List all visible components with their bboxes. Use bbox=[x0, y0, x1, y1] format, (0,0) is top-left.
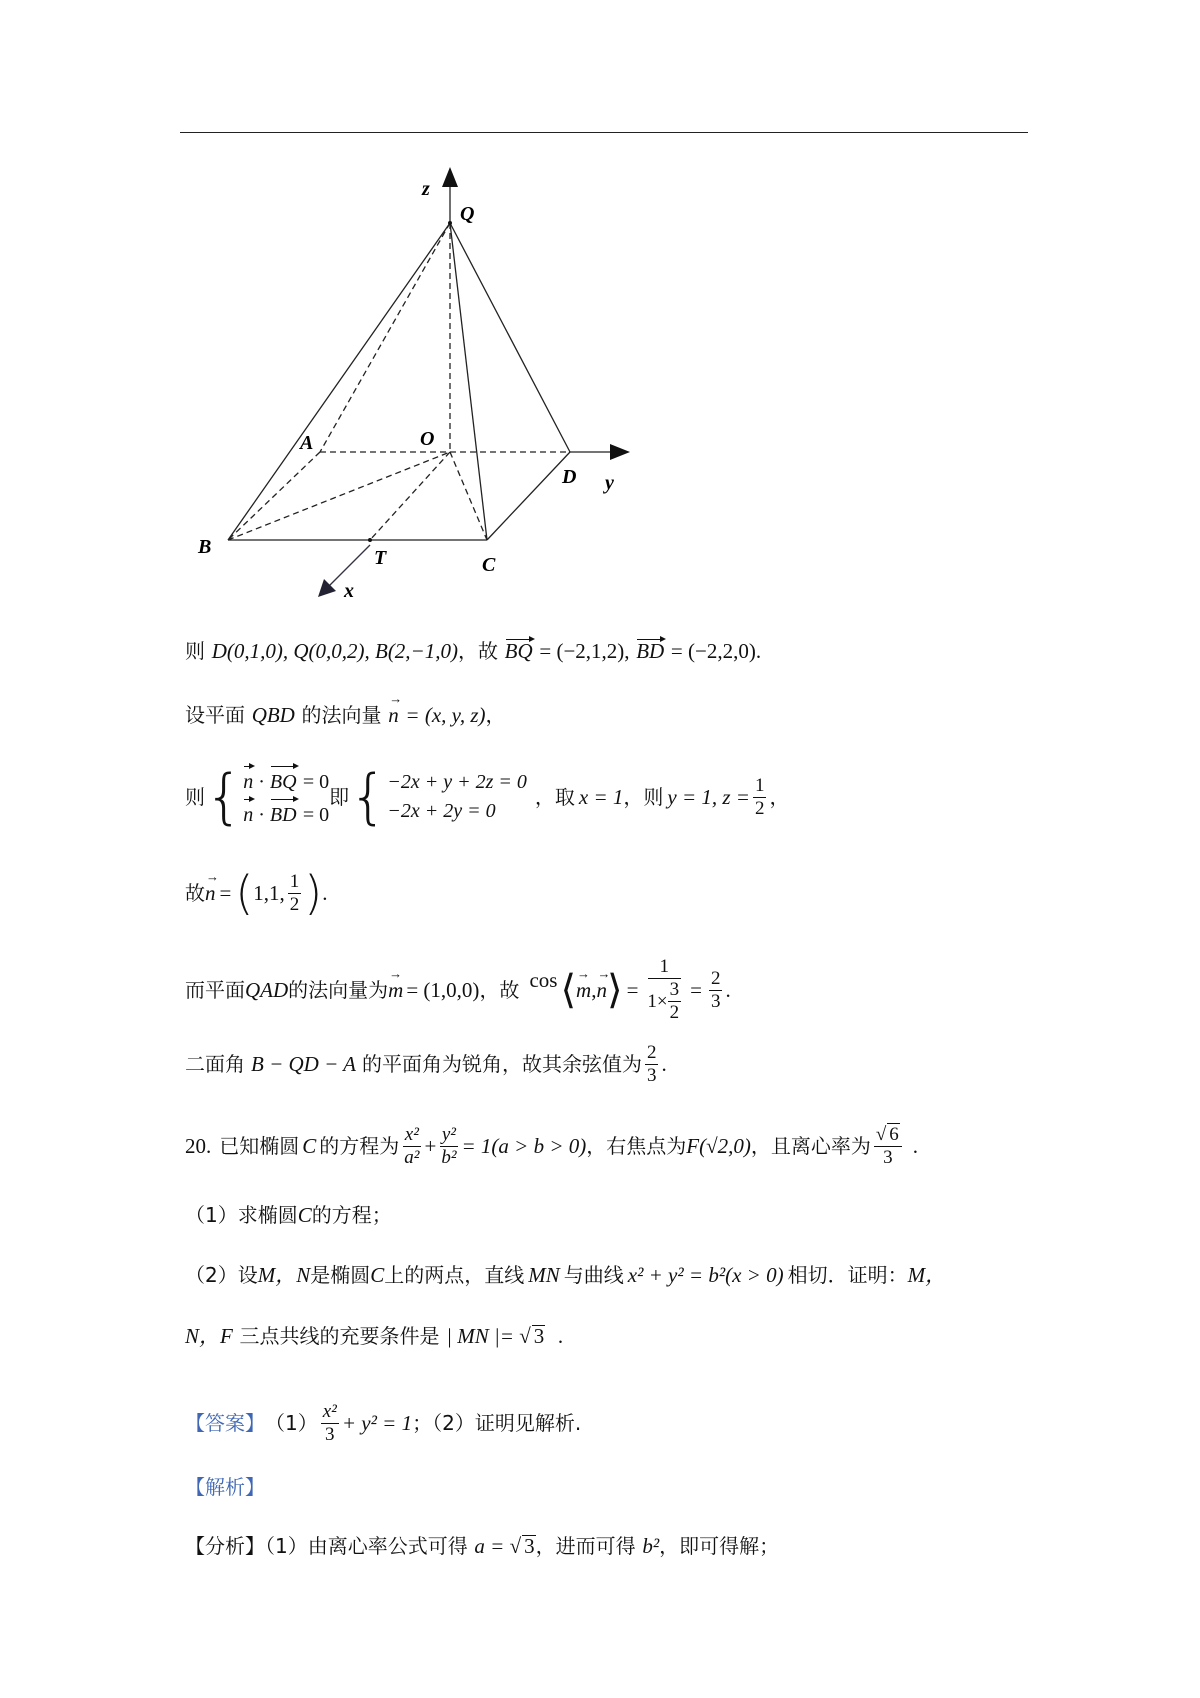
edge-AB bbox=[228, 452, 320, 540]
edge-CD bbox=[487, 452, 570, 540]
linear-system: −2x + y + 2z = 0 −2x + 2y = 0 bbox=[387, 771, 527, 822]
pyramid-figure bbox=[190, 165, 650, 605]
header-rule bbox=[180, 132, 1028, 133]
label-T: T bbox=[374, 547, 387, 569]
edge-OT bbox=[370, 452, 450, 540]
fenxi-tag: 【分析】 bbox=[185, 1534, 265, 1558]
label-y: y bbox=[605, 472, 614, 494]
normal-m: → m bbox=[388, 980, 403, 1001]
label-A: A bbox=[300, 432, 314, 454]
focus-F: F(√2,0) bbox=[686, 1133, 751, 1158]
text-ze: 则 bbox=[185, 639, 205, 663]
dot-product-system: n · BQ = 0 n · BD = 0 bbox=[243, 764, 329, 830]
text-gu: ，故 bbox=[457, 639, 498, 663]
problem-20-statement: 20. 已知椭圆 C 的方程为 $\frac{\text{x²}}{\text{a²}}$ + $\frac{\text{y²}}{\text{b²}}$ = 1(a > b > 0) ，右焦点为 F(√2,0) ，且离心率为 $\frac{√ 6}{3}$ . bbox=[185, 1123, 919, 1168]
label-C: C bbox=[482, 554, 496, 576]
vector-BD: BD bbox=[636, 639, 665, 663]
coords-DQB: D(0,1,0), Q(0,0,2), B(2,−1,0) bbox=[211, 639, 458, 663]
normal-n-value: = (x, y, z) bbox=[405, 703, 486, 727]
label-z: z bbox=[422, 178, 430, 200]
plane-QAD: QAD bbox=[245, 977, 289, 1002]
question-1: （1）求椭圆C的方程； bbox=[185, 1203, 392, 1227]
edge-QB bbox=[228, 223, 450, 540]
problem-number: 20. bbox=[185, 1133, 212, 1158]
label-D: D bbox=[562, 466, 577, 488]
label-Q: Q bbox=[460, 203, 475, 225]
vector-BQ-value: = (−2,1,2), bbox=[539, 639, 630, 663]
y-arrowhead bbox=[610, 444, 630, 460]
solution-line-4: 故 → n = ( 1,1, $\frac{1}{2}$ ) . bbox=[185, 862, 328, 924]
solution-line-6: 二面角 B − QD − A 的平面角为锐角，故其余弦值为 $\frac{2}{3}$ . bbox=[185, 1041, 667, 1086]
answer-line: 【答案】 （1） $\frac{\text{x²}}{3}$ + y² = 1 ；（2）证明见解析. bbox=[185, 1400, 582, 1445]
normal-n: → n bbox=[388, 705, 399, 726]
z-arrowhead bbox=[442, 167, 458, 187]
edge-QD bbox=[450, 223, 570, 452]
plane-QBD: QBD bbox=[251, 703, 295, 727]
fenxi-line: 【分析】（1）由离心率公式可得 a = √ 3，进而可得 b²，即可得解； bbox=[185, 1534, 780, 1558]
analysis-tag: 【解析】 bbox=[185, 1475, 265, 1499]
question-2-line-2: N，F 三点共线的充要条件是 | MN |= √ 3 . bbox=[185, 1324, 564, 1348]
solution-line-1 bbox=[185, 637, 761, 662]
dihedral-angle: B − QD − A bbox=[251, 1051, 356, 1076]
vector-BD-value: = (−2,2,0). bbox=[670, 639, 762, 663]
solution-line-3: 则 { n · BQ = 0 n · BD = 0 即 { −2x + y + 2z = 0 −2x + 2y = 0 ，取 x = 1 ，则 y = 1, z = $\frac{1}{2}$ ， bbox=[185, 762, 790, 832]
label-x: x bbox=[344, 580, 354, 602]
edge-QA bbox=[320, 223, 450, 452]
analysis-heading bbox=[185, 1477, 265, 1498]
solution-line-5: 而平面 QAD 的法向量为 → m = (1,0,0) ，故 cos ⟨ → m , → n ⟩ = 1 1× $\frac{3}{2}$ = $\frac{2}{3}$ . bbox=[185, 945, 731, 1035]
cos-fraction: 1 1× $\frac{3}{2}$ bbox=[647, 956, 680, 1023]
label-B: B bbox=[198, 536, 212, 558]
vector-BQ: BQ bbox=[504, 639, 533, 663]
label-O: O bbox=[420, 428, 435, 450]
edge-QC bbox=[450, 223, 487, 540]
answer-tag: 【答案】 bbox=[185, 1411, 265, 1435]
question-2-line-1: （2）设M，N是椭圆C上的两点，直线 MN 与曲线 x² + y² = b²(x > 0) 相切．证明：M， bbox=[185, 1263, 947, 1287]
solution-line-2: 设平面 QBD 的法向量 → n = (x, y, z)， bbox=[185, 705, 505, 726]
edge-BO bbox=[228, 452, 450, 540]
